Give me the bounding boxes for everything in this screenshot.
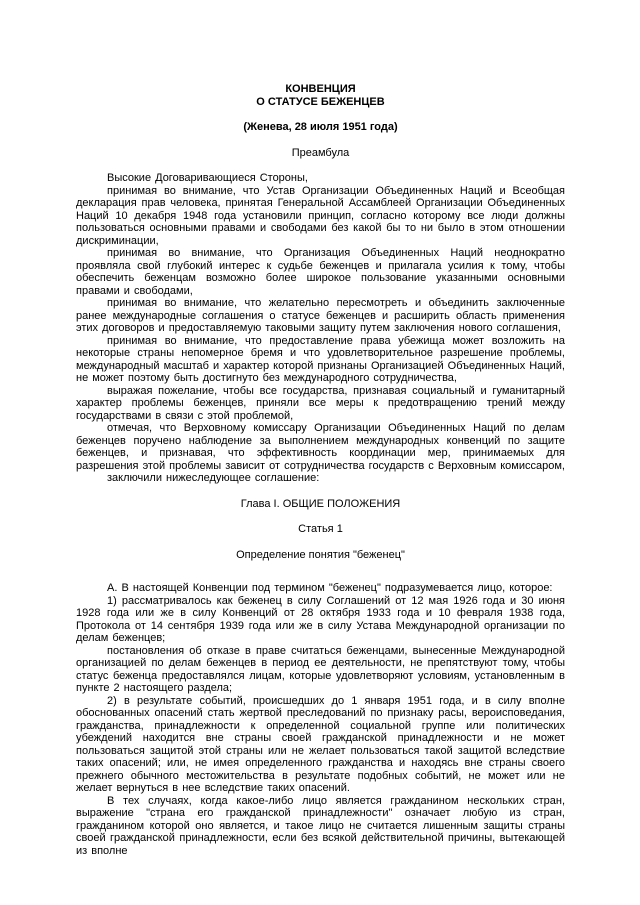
chapter-heading: Глава I. ОБЩИЕ ПОЛОЖЕНИЯ xyxy=(240,497,401,510)
body-paragraph: постановления об отказе в праве считаться беженцами, вынесенные Международной организацией по делам беженцев в период ее деятельности, не препятствуют тому, чтобы статус беженца предоставлялся лицам, которые удовлетворяют условиям, установленным в пункте 2 настоящего раздела; xyxy=(76,644,565,694)
preamble-paragraph: принимая во внимание, что Устав Организации Объединенных Наций и Всеобщая декларация прав человека, принятая Генеральной Ассамблеей Организации Объединенных Наций 10 декабря 1948 года установили принцип, согласно которому все люди должны пользоваться основными правами и свободами без какой бы то ни было в этом отношении дискриминации, xyxy=(76,184,565,247)
article-heading: Статья 1 xyxy=(298,523,343,535)
article-body-section xyxy=(76,582,565,857)
body-paragraph: В тех случаях, когда какое-либо лицо является гражданином нескольких стран, выражение "страна его гражданской принадлежности" означает любую из стран, гражданином которой оно является, и такое лицо не считается лишенным защиты страны своей гражданской принадлежности, если без всякой действительной причины, вытекающей из вполне xyxy=(76,794,565,857)
body-paragraph: 2) в результате событий, происшедших до 1 января 1951 года, и в силу вполне обоснованных опасений стать жертвой преследований по признаку расы, вероисповедания, гражданства, принадлежности к определенной социальной группе или политических убеждений находится вне страны своей гражданской принадлежности и не может пользоваться защитой этой страны или не желает пользоваться такой защитой вследствие таких опасений; или, не имея определенного гражданства и находясь вне страны своего прежнего обычного местожительства в результате подобных событий, не может или не желает вернуться в нее вследствие таких опасений. xyxy=(76,694,565,794)
document-title-line-2: О СТАТУСЕ БЕЖЕНЦЕВ xyxy=(256,95,385,108)
body-paragraph: 1) рассматривалось как беженец в силу Соглашений от 12 мая 1926 года и 30 июня 1928 года или же в силу Конвенций от 28 октября 1933 года и 10 февраля 1938 года, Протокола от 14 сентября 1939 года или же в силу Устава Международной организации по делам беженцев; xyxy=(76,594,565,644)
document-date-line: (Женева, 28 июля 1951 года) xyxy=(243,121,398,133)
body-paragraph: А. В настоящей Конвенции под термином "беженец" подразумевается лицо, которое: xyxy=(107,582,553,594)
preamble-paragraph: заключили нижеследующее соглашение: xyxy=(107,472,320,484)
preamble-paragraph: принимая во внимание, что предоставление права убежища может возложить на некоторые страны непомерное бремя и что удовлетворительное разрешение проблемы, международный масштаб и характер которой признаны Организацией Объединенных Наций, не может поэтому быть достигнуто без международного сотрудничества, xyxy=(76,334,565,384)
preamble-heading: Преамбула xyxy=(291,146,350,159)
article-title: Определение понятия "беженец" xyxy=(236,548,405,561)
preamble-paragraph: отмечая, что Верховному комиссару Организации Объединенных Наций по делам беженцев поручено наблюдение за выполнением международных конвенций по защите беженцев, и признавая, что эффективность координации мер, принимаемых для разрешения этой проблемы зависит от сотрудничества государств с Верховным комиссаром, xyxy=(76,422,565,472)
preamble-paragraph: принимая во внимание, что Организация Объединенных Наций неоднократно проявляла свой глубокий интерес к судьбе беженцев и прилагала усилия к тому, чтобы обеспечить беженцам возможно более широкое пользование указанными основными правами и свободами, xyxy=(76,247,565,297)
preamble-section xyxy=(76,172,565,485)
document-title-line-1: КОНВЕНЦИЯ xyxy=(285,83,356,95)
preamble-paragraph: выражая пожелание, чтобы все государства, признавая социальный и гуманитарный характер проблемы беженцев, приняли все меры к предотвращению трений между государствами в связи с этой проблемой, xyxy=(76,384,565,422)
preamble-paragraph: принимая во внимание, что желательно пересмотреть и объединить заключенные ранее международные соглашения о статусе беженцев и расширить область применения этих договоров и предоставляемую таковыми защиту путем заключения нового соглашения, xyxy=(76,297,565,334)
preamble-paragraph: Высокие Договаривающиеся Стороны, xyxy=(107,172,308,184)
